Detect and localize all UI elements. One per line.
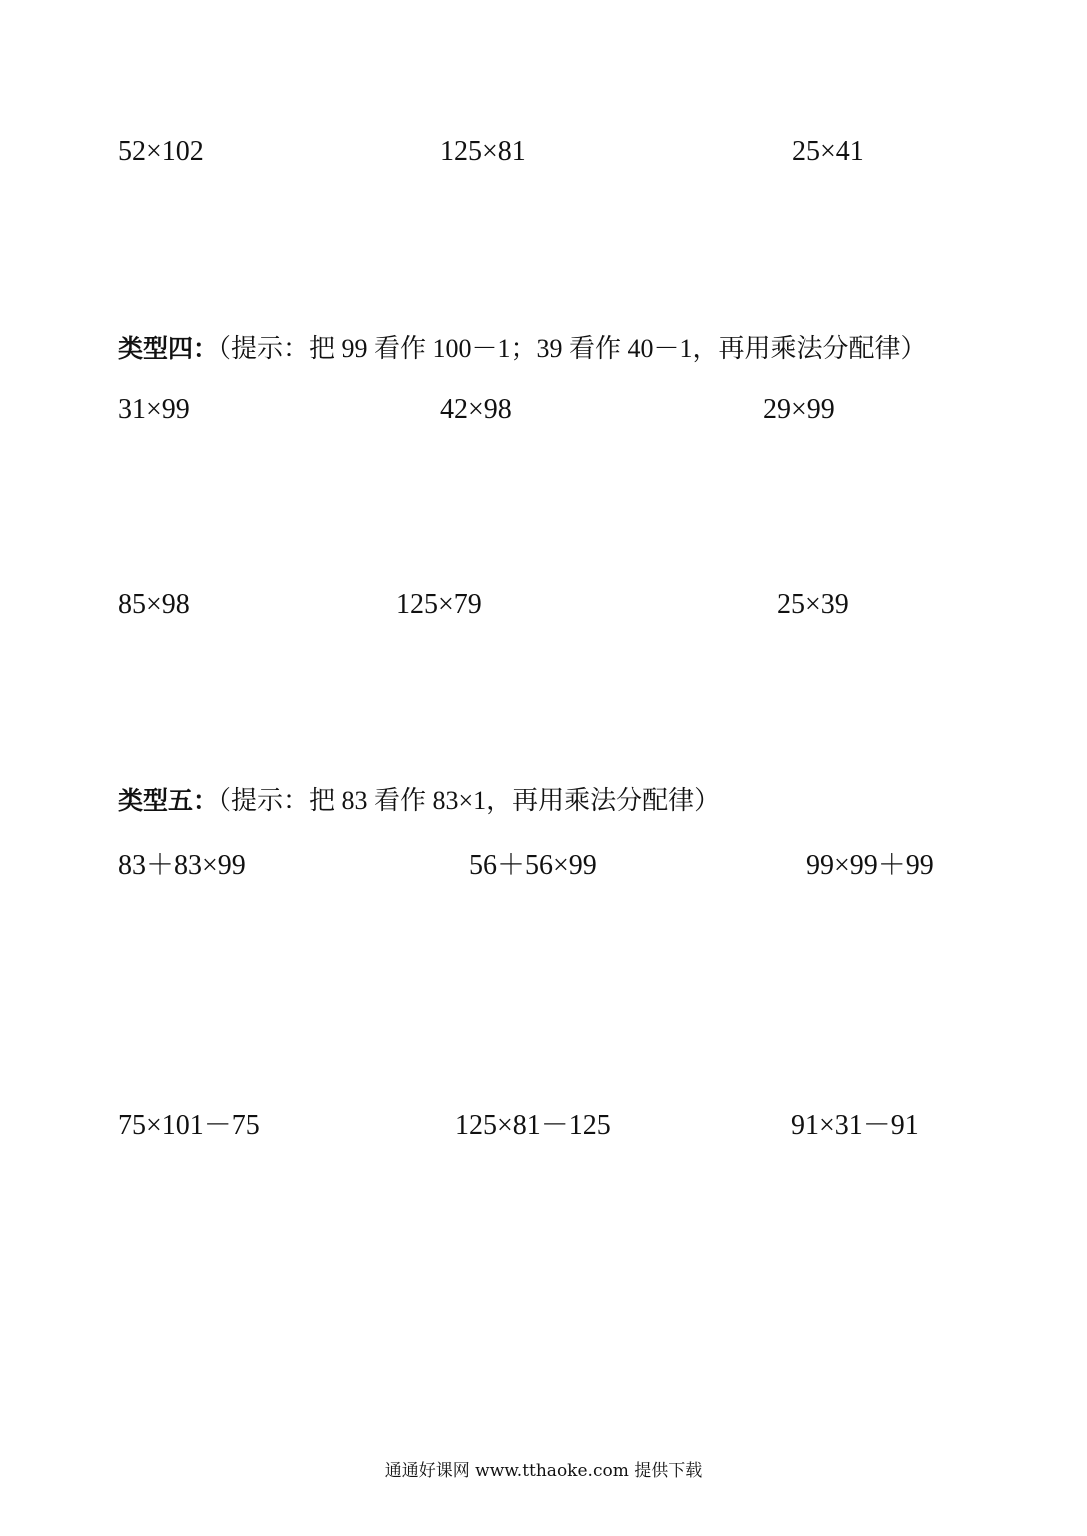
problem-125x81: 125×81 [440, 136, 526, 167]
problem-25x39: 25×39 [777, 589, 849, 620]
footer-source: 通通好课网 www.tthaoke.com 提供下载 [384, 1461, 703, 1481]
problem-125x79: 125×79 [396, 589, 482, 620]
problem-52x102: 52×102 [118, 136, 204, 167]
problem-83-plus-83x99: 83＋83×99 [118, 850, 246, 881]
section5-hint: （提示：把 83 看作 83×1，再用乘法分配律） [218, 786, 721, 815]
section5-heading [118, 785, 720, 817]
problem-42x98: 42×98 [440, 394, 512, 425]
problem-125x81-minus-125: 125×81－125 [455, 1110, 611, 1141]
section4-hint: （提示：把 99 看作 100－1；39 看作 40－1，再用乘法分配律） [218, 334, 927, 363]
section4-label: 类型四： [118, 334, 219, 363]
problem-91x31-minus-91: 91×31－91 [791, 1110, 919, 1141]
problem-99x99-plus-99: 99×99＋99 [806, 850, 934, 881]
problem-85x98: 85×98 [118, 589, 190, 620]
problem-31x99: 31×99 [118, 394, 190, 425]
problem-75x101-minus-75: 75×101－75 [118, 1110, 260, 1141]
problem-56-plus-56x99: 56＋56×99 [469, 850, 597, 881]
section4-heading [118, 333, 927, 365]
section5-label: 类型五： [118, 786, 219, 815]
problem-29x99: 29×99 [763, 394, 835, 425]
problem-25x41: 25×41 [792, 136, 864, 167]
